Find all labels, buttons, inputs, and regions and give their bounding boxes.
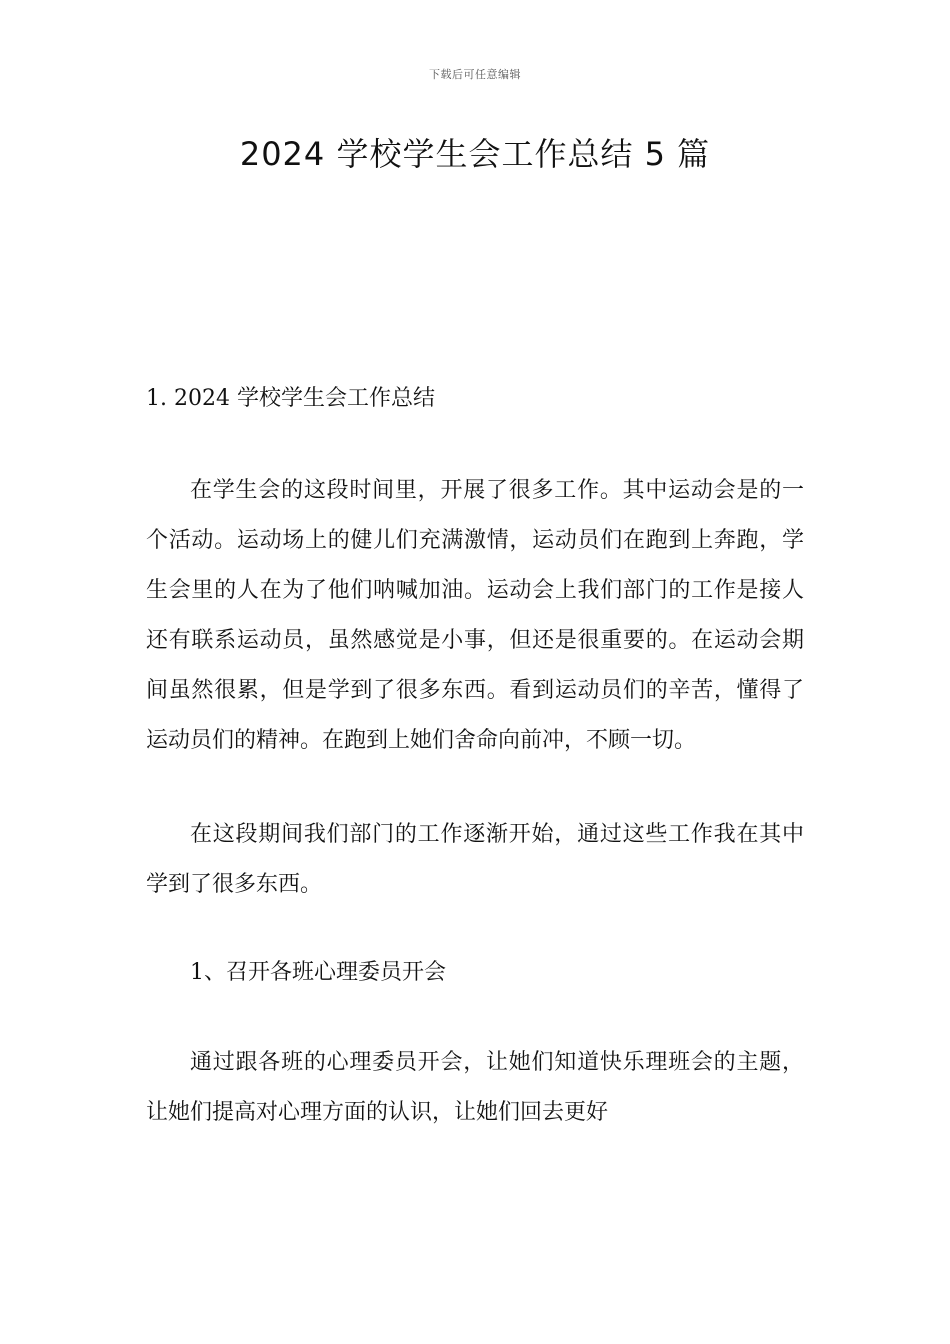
paragraph-1: 在学生会的这段时间里，开展了很多工作。其中运动会是的一个活动。运动场上的健儿们充满激情，运动员们在跑到上奔跑，学生会里的人在为了他们呐喊加油。运动会上我们部门的工作是接人还有联系运动员，虽然感觉是小事，但还是很重要的。在运动会期间虽然很累，但是学到了很多东西。看到运动员们的辛苦，懂得了运动员们的精神。在跑到上她们舍命向前冲，不顾一切。 [146, 478, 804, 753]
document-title: 2024 学校学生会工作总结 5 篇 [239, 135, 711, 173]
paragraph-2: 在这段期间我们部门的工作逐渐开始，通过这些工作我在其中学到了很多东西。 [146, 822, 804, 897]
section-heading: 1. 2024 学校学生会工作总结 [146, 386, 435, 411]
list-item-1: 1、召开各班心理委员开会 [190, 960, 446, 985]
header-note: 下载后可任意编辑 [429, 68, 521, 81]
paragraph-3: 通过跟各班的心理委员开会，让她们知道快乐理班会的主题，让她们提高对心理方面的认识，让她们回去更好 [146, 1050, 804, 1125]
document-body [146, 380, 804, 1182]
